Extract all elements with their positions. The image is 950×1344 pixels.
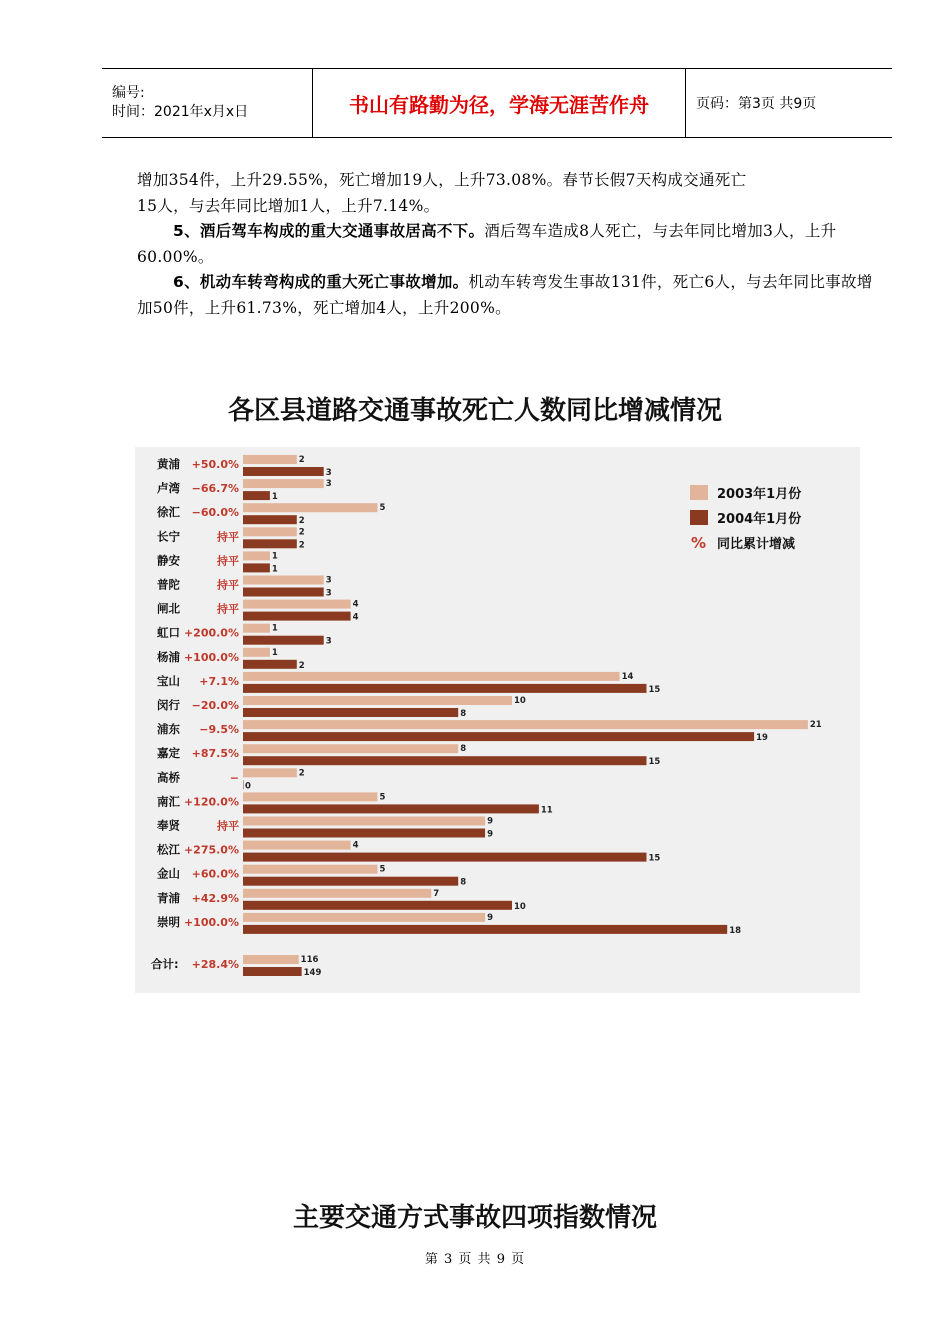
category-label-13: 高桥 — [157, 770, 180, 785]
bar-chart — [135, 447, 860, 993]
category-label-18: 青浦 — [157, 890, 180, 905]
bar-2004-19 — [243, 925, 727, 934]
bar-2003-3 — [243, 527, 297, 536]
bar-2004-7 — [243, 636, 324, 645]
value-2004-16: 15 — [648, 853, 661, 864]
value-2003-13: 2 — [298, 768, 305, 779]
value-2003-3: 2 — [298, 527, 305, 538]
change-label-total: +28.4% — [191, 958, 239, 971]
bar-2003-6 — [243, 600, 351, 609]
paragraph-5 — [137, 219, 877, 270]
bar-2003-7 — [243, 624, 270, 633]
category-label-3: 长宁 — [157, 529, 180, 544]
change-label-11: −9.5% — [199, 723, 239, 737]
change-label-5: 持平 — [217, 578, 239, 592]
value-2003-4: 1 — [271, 551, 278, 562]
category-label-1: 卢湾 — [157, 481, 180, 496]
value-2003-8: 1 — [271, 647, 278, 658]
category-label-6: 闸北 — [157, 601, 180, 616]
bar-2004-18 — [243, 901, 512, 910]
value-2003-0: 2 — [298, 455, 305, 465]
bar-2003-19 — [243, 913, 485, 922]
value-2004-3: 2 — [298, 540, 305, 551]
paragraph-6-heading: 6、机动车转弯构成的重大死亡事故增加。 — [173, 273, 469, 291]
bar-2004-9 — [243, 684, 647, 693]
bar-2004-4 — [243, 563, 270, 572]
value-2004-9: 15 — [648, 684, 661, 695]
category-label-14: 南汇 — [157, 794, 180, 809]
slogan: 书山有路勤为径，学海无涯苦作舟 — [312, 69, 686, 137]
change-label-6: 持平 — [217, 602, 239, 616]
legend-label-2003: 2003年1月份 — [717, 487, 802, 502]
bar-2003-total — [243, 955, 299, 964]
category-label-5: 普陀 — [157, 577, 180, 592]
bar-2004-total — [243, 967, 302, 976]
category-label-4: 静安 — [157, 553, 180, 568]
value-2003-total: 116 — [300, 955, 319, 965]
change-label-8: +100.0% — [183, 650, 239, 664]
header-table — [102, 68, 892, 138]
value-2003-2: 5 — [379, 503, 386, 514]
value-2003-17: 5 — [379, 864, 386, 875]
change-label-17: +60.0% — [191, 867, 239, 881]
value-2003-9: 14 — [621, 671, 634, 682]
change-label-14: +120.0% — [183, 795, 239, 809]
body-line-2: 15人，与去年同比增加1人，上升7.14%。 — [137, 196, 440, 215]
bar-2003-8 — [243, 648, 270, 657]
bar-2003-15 — [243, 817, 485, 826]
bar-2004-0 — [243, 467, 324, 476]
bar-2003-1 — [243, 479, 324, 488]
value-2004-14: 11 — [540, 805, 553, 816]
value-2004-10: 8 — [460, 709, 467, 719]
value-2004-15: 9 — [487, 829, 494, 840]
bar-2004-2 — [243, 515, 297, 524]
category-label-9: 宝山 — [157, 673, 180, 688]
category-label-12: 嘉定 — [157, 746, 180, 761]
change-label-18: +42.9% — [191, 891, 239, 905]
body-line-1: 增加354件，上升29.55%，死亡增加19人，上升73.08%。春节长假7天构成交通死亡 — [137, 171, 747, 189]
value-2003-10: 10 — [514, 696, 526, 706]
bar-2003-11 — [243, 720, 808, 729]
bar-2004-8 — [243, 660, 297, 669]
value-2004-18: 10 — [514, 901, 526, 912]
category-label-10: 闵行 — [157, 698, 180, 712]
bar-2003-18 — [243, 889, 431, 898]
value-2004-8: 2 — [298, 660, 305, 671]
change-label-10: −20.0% — [191, 699, 239, 712]
bar-2004-13 — [243, 780, 244, 789]
value-2003-19: 9 — [487, 912, 494, 923]
value-2004-4: 1 — [271, 564, 278, 575]
change-label-12: +87.5% — [191, 747, 239, 761]
value-2004-6: 4 — [352, 612, 359, 623]
value-2004-12: 15 — [648, 757, 661, 768]
value-2003-14: 5 — [379, 792, 386, 803]
category-label-19: 崇明 — [157, 914, 180, 929]
value-2004-5: 3 — [325, 588, 332, 599]
value-2003-7: 1 — [271, 623, 278, 634]
change-label-19: +100.0% — [183, 915, 239, 929]
bar-2004-10 — [243, 708, 458, 717]
category-label-11: 浦东 — [157, 722, 180, 737]
header-info — [102, 69, 312, 137]
value-2003-5: 3 — [325, 575, 332, 586]
legend-swatch-2003 — [690, 485, 708, 500]
bar-2004-5 — [243, 588, 324, 597]
paragraph-5-heading: 5、酒后驾车构成的重大交通事故居高不下。 — [173, 222, 485, 240]
value-2003-16: 4 — [352, 840, 359, 851]
chart-title: 各区县道路交通事故死亡人数同比增减情况 — [227, 396, 722, 426]
second-chart-title: 主要交通方式事故四项指数情况 — [292, 1203, 657, 1233]
change-label-16: +275.0% — [183, 843, 239, 857]
value-2003-15: 9 — [487, 816, 494, 827]
change-label-0: +50.0% — [191, 458, 239, 471]
value-2003-1: 3 — [325, 479, 332, 490]
bar-2004-6 — [243, 612, 351, 621]
bar-2003-17 — [243, 865, 378, 874]
value-2004-17: 8 — [460, 877, 467, 888]
bar-2003-5 — [243, 576, 324, 585]
legend-label-pct: 同比累计增减 — [717, 537, 796, 552]
change-label-9: +7.1% — [199, 674, 239, 688]
paragraph-5-text: 酒后驾车造成8人死亡，与去年同比增加3人，上升60.00%。 — [137, 222, 837, 266]
bar-2003-16 — [243, 841, 351, 850]
bar-2004-14 — [243, 804, 539, 813]
bar-2003-13 — [243, 768, 297, 777]
bar-2004-17 — [243, 877, 458, 886]
bar-2003-0 — [243, 455, 297, 464]
category-label-15: 奉贤 — [157, 818, 180, 833]
bar-chart-svg — [135, 447, 860, 993]
change-label-1: −66.7% — [191, 482, 239, 496]
change-label-3: 持平 — [217, 530, 239, 544]
bar-2003-2 — [243, 503, 378, 512]
category-label-16: 松江 — [157, 842, 180, 857]
legend-swatch-2004 — [690, 510, 708, 525]
value-2003-6: 4 — [352, 599, 359, 610]
value-2003-18: 7 — [433, 888, 440, 899]
value-2004-2: 2 — [298, 516, 305, 527]
bar-2004-12 — [243, 756, 647, 765]
change-label-4: 持平 — [217, 554, 239, 568]
value-2004-19: 18 — [729, 925, 742, 936]
bar-2003-4 — [243, 551, 270, 560]
bar-2004-11 — [243, 732, 754, 741]
bar-2004-3 — [243, 539, 297, 548]
value-2004-7: 3 — [325, 636, 332, 647]
category-label-2: 徐汇 — [157, 505, 180, 520]
value-2004-0: 3 — [325, 468, 332, 478]
bar-2004-16 — [243, 853, 647, 862]
category-label-7: 虹口 — [157, 625, 180, 640]
category-label-17: 金山 — [157, 866, 180, 881]
category-label-0: 黄浦 — [157, 457, 180, 471]
value-2003-11: 21 — [809, 720, 822, 731]
change-label-7: +200.0% — [183, 626, 239, 640]
paragraph-6 — [137, 270, 877, 321]
bar-2003-9 — [243, 672, 620, 681]
page-label: 页码：第3页 共9页 — [696, 96, 817, 112]
time-label: 时间：2021年x月x日 — [112, 104, 249, 120]
bar-2004-15 — [243, 829, 485, 838]
page-footer: 第 3 页 共 9 页 — [424, 1252, 526, 1267]
change-label-2: −60.0% — [191, 506, 239, 520]
number-label: 编号: — [112, 85, 145, 101]
category-label-total: 合计: — [151, 957, 179, 971]
body-text — [137, 168, 877, 321]
value-2004-1: 1 — [271, 492, 278, 503]
value-2004-11: 19 — [756, 733, 768, 744]
category-label-8: 杨浦 — [157, 649, 180, 664]
change-label-15: 持平 — [217, 819, 239, 833]
value-2004-13: 0 — [245, 781, 251, 792]
legend-label-2004: 2004年1月份 — [717, 512, 802, 527]
value-2003-12: 8 — [460, 744, 467, 755]
legend-pct-symbol: % — [691, 534, 707, 552]
bar-2003-10 — [243, 696, 512, 705]
value-2004-total: 149 — [303, 968, 322, 978]
paragraph-6-text: 机动车转弯发生事故131件，死亡6人，与去年同比事故增加50件，上升61.73%，死亡增加4人，上升200%。 — [137, 273, 873, 317]
bar-2003-14 — [243, 792, 378, 801]
bar-2004-1 — [243, 491, 270, 500]
change-label-13: − — [229, 771, 239, 785]
bar-2003-12 — [243, 744, 458, 753]
